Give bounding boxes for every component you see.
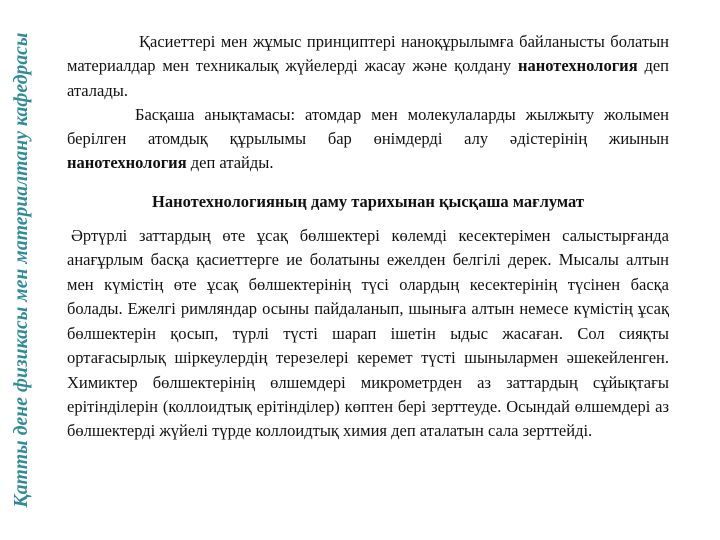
definition-text: Қасиеттері мен жұмыс принциптері наноқұрылымға байланысты болатын материалдар мен техникалық жүйелерді жасау және қолдану: [67, 32, 669, 76]
alternative-definition-tail: деп атайды.: [186, 153, 274, 173]
section-heading: Нанотехнологияның даму тарихынан қысқаша мағлумат: [152, 191, 584, 211]
definition-term: нанотехнология: [518, 56, 638, 76]
definition-paragraph: [67, 30, 669, 103]
alternative-definition-paragraph: [67, 103, 669, 176]
department-caption-text: Қатты дене физикасы мен материалтану кафедрасы: [11, 32, 32, 508]
document-body: [67, 30, 669, 444]
department-side-caption: [0, 0, 44, 540]
definition-tail: деп аталады.: [67, 56, 669, 100]
history-paragraph: Әртүрлі заттардың өте ұсақ бөлшектері көлемді кесектерімен салыстырғанда анағұрлым басқа қасиеттерге ие болатыны ежелден белгілі дерек. Мысалы алтын мен күмістің өте ұсақ бөлшектерінің түсі олардың кесектерінің түсінен басқа болады. Ежелгі римляндар осыны пайдаланып, шыныға алтын немесе күмістің ұсақ бөлшектерін қосып, түрлі түсті шарап ішетін ыдыс жасаған. Сол сияқты ортағасырлық шіркеулердің терезелері керемет түсті шынылармен әшекейленген. Химиктер бөлшектерінің өлшемдері микрометрден аз заттардың сұйықтағы ерітінділерін (коллоидтық ерітінділер) көптен бері зерттеуде. Осындай өлшемдері аз бөлшектерді жүйелі түрде коллоидтық химия деп аталатын сала зерттейді.: [67, 226, 669, 441]
alternative-definition-text: Басқаша анықтамасы: атомдар мен молекулаларды жылжыту жолымен берілген атомдық құрылымы бар өнімдерді алу әдістерінің жиынын: [67, 104, 669, 149]
alternative-definition-term: нанотехнология: [67, 153, 187, 173]
